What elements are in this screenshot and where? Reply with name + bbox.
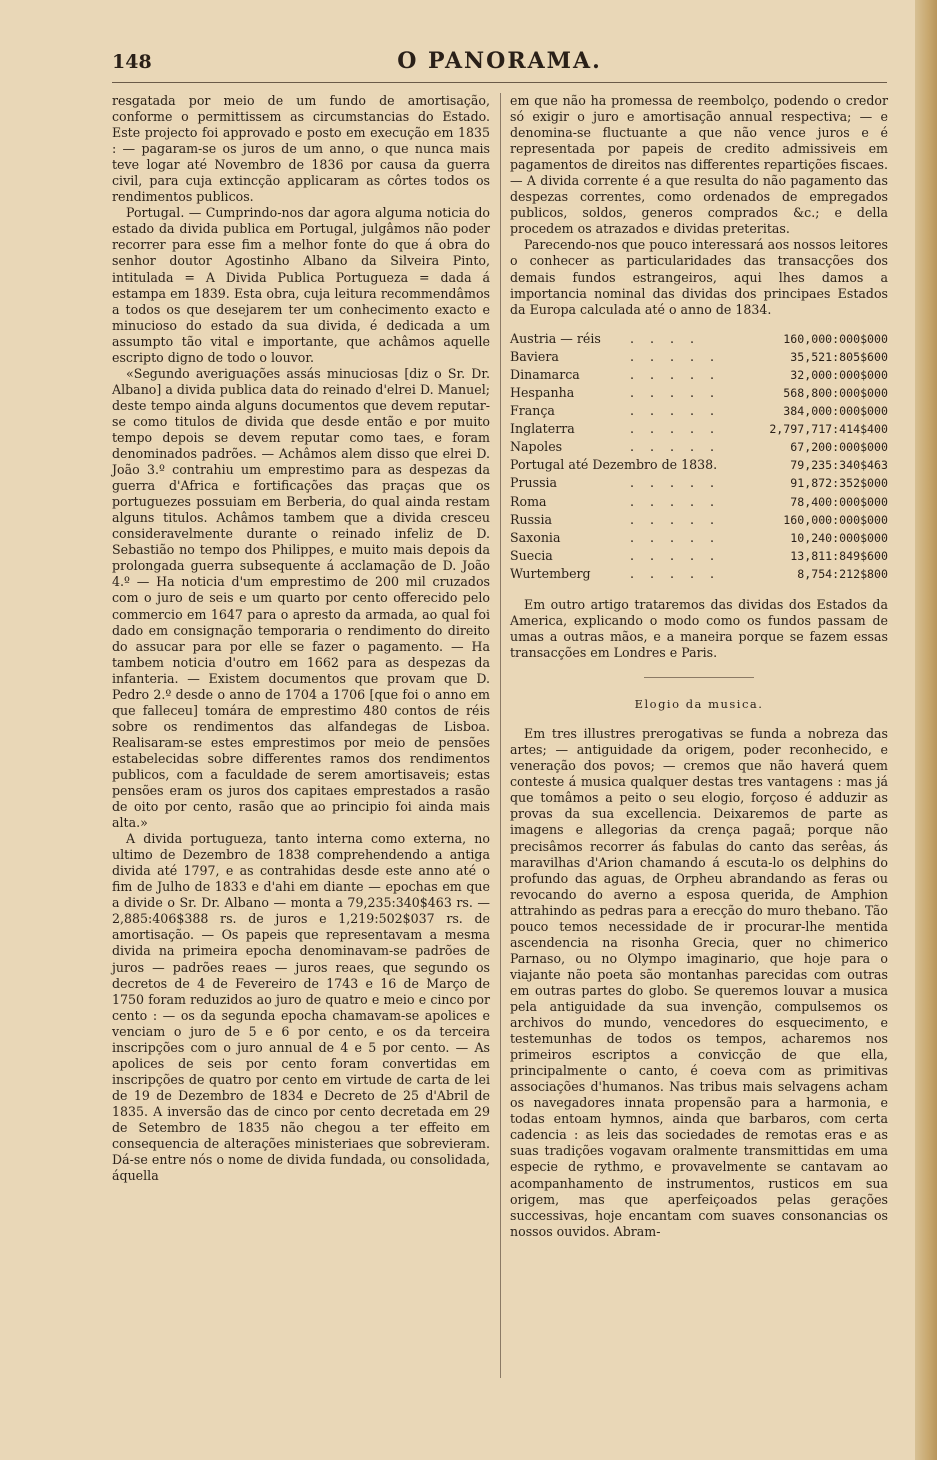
- country-name: Portugal até Dezembro de 1838.: [510, 457, 718, 473]
- leader-dots: . . . . .: [630, 475, 721, 491]
- leader-dots: . . . . .: [630, 403, 721, 419]
- debt-amount: 160,000:000$000: [783, 331, 888, 346]
- leader-dots: . . . . .: [630, 384, 721, 400]
- debt-amount: 160,000:000$000: [783, 512, 888, 527]
- country-name: Hespanha: [510, 384, 575, 400]
- section-divider: [644, 677, 754, 678]
- leader-dots: . . . . .: [630, 511, 721, 527]
- page-number: 148: [112, 51, 152, 73]
- debt-table-row: [510, 402, 888, 420]
- leader-dots: . . . . .: [630, 348, 721, 364]
- debt-amount: 10,240:000$000: [790, 530, 888, 545]
- paragraph: A divida portugueza, tanto interna como externa, no ultimo de Dezembro de 1838 comprehendendo a antiga divida até 1797, e as contrahidas desde este anno até o fim de Julho de 1833 e d'ahi em diante — epochas em que a divide o Sr. Dr. Albano — monta a 79,235:340$463 rs. — 2,885:406$388 rs. de juros e 1,219:502$037 rs. de amortisação. — Os papeis que representavam a mesma divida na primeira epocha denominavam-se padrões de juros — padrões reaes — juros reaes, que segundo os decretos de 4 de Fevereiro de 1743 e 16 de Março de 1750 foram reduzidos ao juro de quatro e meio e cinco por cento : — os da segunda epocha chamavam-se apolices e venciam o juro de 5 e 6 por cento, e os da terceira inscripções com o juro annual de 4 e 5 por cento. — As apolices de seis por cento foram convertidas em inscripções de quatro por cento em virtude de carta de lei de 19 de Dezembro de 1834 e Decreto de 25 d'Abril de 1835. A inversão das de cinco por cento decretada em 29 de Setembro de 1835 não chegou a ter effeito em consequencia de alterações ministeriaes que sobrevieram. Dá-se entre nós o nome de divida fundada, ou consolidada, áquella: [112, 831, 490, 1184]
- newspaper-page: [112, 48, 888, 1239]
- debt-amount: 8,754:212$800: [797, 566, 888, 581]
- debt-table-row: [510, 330, 888, 348]
- debt-table-row: [510, 456, 888, 474]
- country-name: Baviera: [510, 348, 559, 364]
- leader-dots: . . . . .: [630, 366, 721, 382]
- paragraph: em que não ha promessa de reembolço, podendo o credor só exigir o juro e amortisação annual respectiva; — e denomina-se fluctuante a que não vence juros e é representada por papeis de credito admissiveis em pagamentos de direitos nas differentes repartições fiscaes. — A divida corrente é a que resulta do não pagamento das despezas correntes, como ordenados de empregados publicos, soldos, generos comprados &c.; e della procedem os atrazados e dividas preteritas.: [510, 93, 888, 237]
- country-name: França: [510, 403, 555, 419]
- debt-table-row: [510, 348, 888, 366]
- debt-table-row: [510, 420, 888, 438]
- debt-table-row: [510, 511, 888, 529]
- page-header: [112, 48, 887, 83]
- leader-dots: . . . . .: [630, 421, 721, 437]
- page-edge: [915, 0, 937, 1460]
- left-column: [112, 93, 490, 1184]
- debt-amount: 78,400:000$000: [790, 494, 888, 509]
- debt-amount: 384,000:000$000: [783, 404, 888, 419]
- leader-dots: . . . . .: [630, 439, 721, 455]
- debt-table-row: [510, 474, 888, 492]
- country-name: Prussia: [510, 475, 558, 491]
- leader-dots: . . . . .: [630, 565, 721, 581]
- section-title: Elogio da musica.: [634, 697, 764, 712]
- debt-table-row: [510, 438, 888, 456]
- country-name: Saxonia: [510, 529, 561, 545]
- debt-table-row: [510, 366, 888, 384]
- country-name: Roma: [510, 493, 547, 509]
- country-name: Dinamarca: [510, 366, 580, 382]
- column-rule: [500, 93, 501, 1378]
- country-name: Russia: [510, 511, 553, 527]
- debt-amount: 32,000:000$000: [790, 367, 888, 382]
- paragraph: Em outro artigo trataremos das dividas dos Estados da America, explicando o modo como os fundos passam de umas a outras mãos, e a maneira porque se fazem essas transacções em Londres e Paris.: [510, 596, 888, 661]
- country-name: Inglaterra: [510, 421, 575, 437]
- debt-amount: 67,200:000$000: [790, 440, 888, 455]
- leader-dots: . . . . .: [630, 493, 721, 509]
- debt-table-row: [510, 493, 888, 511]
- debt-amount: 568,800:000$000: [783, 385, 888, 400]
- debt-table-row: [510, 565, 888, 583]
- debt-table-row: [510, 529, 888, 547]
- country-name: Napoles: [510, 439, 563, 455]
- journal-title: O PANORAMA.: [397, 48, 602, 74]
- debt-table: [510, 330, 888, 583]
- debt-table-row: [510, 384, 888, 402]
- debt-amount: 35,521:805$600: [790, 349, 888, 364]
- paragraph: «Segundo averiguações assás minuciosas [diz o Sr. Dr. Albano] a divida publica data do reinado d'elrei D. Manuel; deste tempo ainda alguns documentos que devem reputar-se como titulos de divida que desde então e por muito tempo depois se devem reputar como taes, e foram denominados padrões. — Achâmos alem disso que elrei D. João 3.º contrahiu um emprestimo para as despezas da guerra d'Africa e fortificações das praças que os portuguezes possuiam em Berberia, do qual ainda restam alguns titulos. Achâmos tambem que a divida cresceu consideravelmente durante o reinado infeliz de D. Sebastião no tempo dos Philippes, e muito mais depois da prolongada guerra subsequente á acclamação de D. João 4.º — Ha noticia d'um emprestimo de 200 mil cruzados com o juro de seis e um quarto por cento offerecido pelo commercio em 1647 para o apresto da armada, ao qual foi dado em consignação temporaria o rendimento do direito do assucar para por elle se fazer o pagamento. — Ha tambem noticia d'outro em 1662 para as despezas da infanteria. — Existem documentos que provam que D. Pedro 2.º desde o anno de 1704 a 1706 [que foi o anno em que falleceu] tomára de emprestimo 480 contos de réis sobre os rendimentos das alfandegas de Lisboa. Realisaram-se estes emprestimos por meio de pensões estabelecidas sobre differentes ramos dos rendimentos publicos, com a faculdade de serem amortisaveis; estas pensões eram os juros dos capitaes emprestados a rasão de oito por cento, rasão que ao principio foi ainda mais alta.»: [112, 365, 490, 831]
- paragraph: Em tres illustres prerogativas se funda a nobreza das artes; — antiguidade da origem, poder reconhecido, e veneração dos povos; — cremos que não haverá quem conteste á musica qualquer destas tres vantagens : mas já que tomâmos a peito o seu elogio, forçoso é adduzir as provas da sua excellencia. Deixaremos de parte as imagens e allegorias da crença pagaã; porque não precisâmos recorrer ás fabulas do canto das serêas, ás maravilhas d'Arion chamando á escuta-lo os delphins do profundo das aguas, de Orpheu abrandando as feras ou revocando do averno a esposa querida, de Amphion attrahindo as pedras para a erecção do muro thebano. Tão pouco temos necessidade de ir procurar-lhe mentida ascendencia na risonha Grecia, quer no chimerico Parnaso, ou no Olympo imaginario, que hoje para o viajante não poeta são montanhas parecidas com outras em outras partes do globo. Se queremos louvar a musica pela antiguidade da sua invenção, compulsemos os archivos do mundo, vencedores do esquecimento, e testemunhas de todos os tempos, acharemos nos primeiros escriptos a convicção de que ella, principalmente o canto, é coeva com as primitivas associações d'humanos. Nas tribus mais selvagens acham os navegadores innata propensão para a harmonia, e todas entoam hymnos, ainda que barbaros, com certa cadencia : as leis das sociedades de remotas eras e as suas tradições vogavam oralmente transmittidas em uma especie de rythmo, e provavelmente se cantavam ao acompanhamento de instrumentos, rusticos em sua origem, mas que aperfeiçoados pelas gerações successivas, hoje encantam com suaves consonancias os nossos ouvidos. Abram-: [510, 726, 888, 1239]
- debt-amount: 79,235:340$463: [790, 458, 888, 473]
- debt-amount: 91,872:352$000: [790, 476, 888, 491]
- leader-dots: . . . .: [630, 330, 701, 346]
- debt-amount: 13,811:849$600: [790, 548, 888, 563]
- paragraph: Parecendo-nos que pouco interessará aos nossos leitores o conhecer as particularidades das transacções dos demais fundos estrangeiros, aqui lhes damos a importancia nominal das dividas dos principaes Estados da Europa calculada até o anno de 1834.: [510, 237, 888, 317]
- right-column: [510, 93, 888, 1240]
- country-name: Wurtemberg: [510, 565, 591, 581]
- debt-amount: 2,797,717:414$400: [769, 422, 888, 437]
- paragraph: Portugal. — Cumprindo-nos dar agora alguma noticia do estado da divida publica em Portugal, julgâmos não poder recorrer para esse fim a melhor fonte do que á obra do senhor doutor Agostinho Albano da Silveira Pinto, intitulada = A Divida Publica Portugueza = dada á estampa em 1839. Esta obra, cuja leitura recommendâmos a todos os que desejarem ter um conhecimento exacto e minucioso do estado da sua divida, é dedicada a um assumpto tão vital e importante, que achâmos aquelle escripto digno de todo o louvor.: [112, 205, 490, 365]
- debt-table-row: [510, 547, 888, 565]
- paragraph: resgatada por meio de um fundo de amortisação, conforme o permittissem as circumstancias do Estado. Este projecto foi approvado e posto em execução em 1835 : — pagaram-se os juros de um anno, o que nunca mais teve logar até Novembro de 1836 por causa da guerra civil, para cuja extincção applicaram as côrtes todos os rendimentos publicos.: [112, 93, 490, 205]
- country-name: Suecia: [510, 547, 553, 563]
- leader-dots: . . . . .: [630, 547, 721, 563]
- country-name: Austria — réis: [510, 330, 601, 346]
- leader-dots: . . . . .: [630, 529, 721, 545]
